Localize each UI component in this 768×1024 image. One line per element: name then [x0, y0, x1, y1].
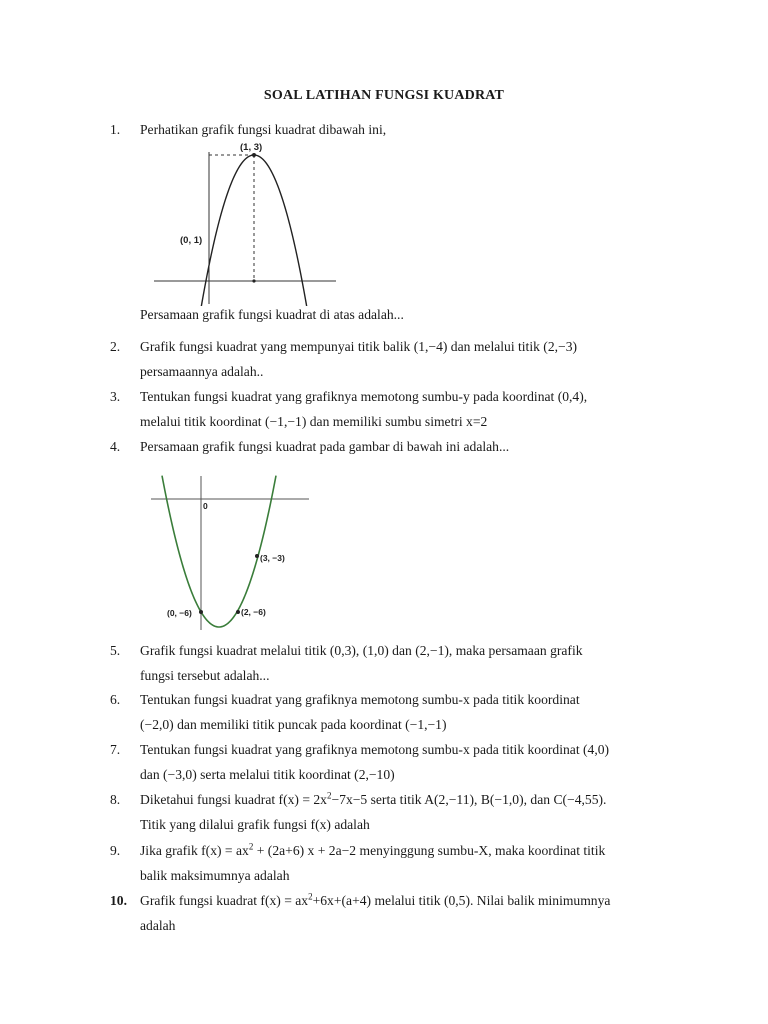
- y-intercept-label: (0, 1): [180, 235, 203, 246]
- question-number: 5.: [110, 643, 121, 658]
- question-number: 6.: [110, 692, 121, 707]
- question-text-line-1: Tentukan fungsi kuadrat yang grafiknya memotong sumbu-x pada titik koordinat (4,0): [140, 742, 610, 757]
- point-label-2-neg6: (2, −6): [241, 607, 266, 617]
- question-text: Perhatikan grafik fungsi kuadrat dibawah ini,: [140, 122, 387, 137]
- question-text-line-2: persamaannya adalah..: [140, 364, 264, 379]
- question-number: 10.: [110, 893, 127, 908]
- page-title: SOAL LATIHAN FUNGSI KUADRAT: [263, 88, 505, 103]
- vertex-label: (1, 3): [240, 142, 263, 153]
- text-segment: −7x−5 serta titik A(2,−11), B(−1,0), dan C(−4,55).: [331, 792, 607, 807]
- text-segment: Jika grafik f(x) = ax: [140, 843, 249, 858]
- question-number: 2.: [110, 339, 121, 354]
- question-7: [110, 737, 675, 787]
- question-8: [110, 787, 675, 837]
- point-3-neg3: [255, 554, 259, 558]
- point-label-0-neg6: (0, −6): [167, 608, 192, 618]
- question-text-line-2: (−2,0) dan memiliki titik puncak pada koordinat (−1,−1): [140, 717, 447, 732]
- vertex-point: [252, 153, 256, 157]
- question-text-line-2: fungsi tersebut adalah...: [140, 668, 270, 683]
- question-number: 3.: [110, 389, 121, 404]
- question-text: Persamaan grafik fungsi kuadrat pada gambar di bawah ini adalah...: [140, 439, 510, 454]
- text-segment: Grafik fungsi kuadrat f(x) = ax: [140, 893, 309, 908]
- question-3: [110, 384, 675, 434]
- question-2: [110, 334, 675, 384]
- parabola-curve: [162, 476, 276, 627]
- point-label-3-neg3: (3, −3): [260, 553, 285, 563]
- x-tick-point: [252, 279, 255, 282]
- question-6: [110, 687, 675, 737]
- question-5: [110, 638, 675, 688]
- point-2-neg6: [236, 610, 240, 614]
- point-0-neg6: [199, 610, 203, 614]
- question-text-line-1: [140, 787, 675, 812]
- text-segment: + (2a+6) x + 2a−2 menyinggung sumbu-X, maka koordinat titik: [253, 843, 606, 858]
- text-segment: Diketahui fungsi kuadrat f(x) = 2x: [140, 792, 327, 807]
- question-text-line-2: dan (−3,0) serta melalui titik koordinat (2,−10): [140, 767, 395, 782]
- exponent: 2: [248, 841, 254, 852]
- origin-label: 0: [203, 501, 208, 511]
- question-1-prompt: [110, 302, 675, 327]
- question-text: Persamaan grafik fungsi kuadrat di atas adalah...: [140, 307, 404, 322]
- question-text-line-1: [140, 888, 675, 913]
- question-number: 7.: [110, 742, 121, 757]
- question-number: 4.: [110, 439, 121, 454]
- question-number: 8.: [110, 792, 121, 807]
- question-text-line-2: Titik yang dilalui grafik fungsi f(x) adalah: [140, 817, 370, 832]
- graph-1: [150, 138, 340, 306]
- question-9: [110, 838, 675, 888]
- question-text-line-2: balik maksimumnya adalah: [140, 868, 290, 883]
- question-text-line-2: melalui titik koordinat (−1,−1) dan memiliki sumbu simetri x=2: [140, 414, 488, 429]
- question-text-line-1: Tentukan fungsi kuadrat yang grafiknya memotong sumbu-y pada koordinat (0,4),: [140, 389, 588, 404]
- question-text-line-2: adalah: [140, 918, 176, 933]
- question-number: 9.: [110, 843, 121, 858]
- parabola-curve: [194, 155, 314, 306]
- question-text-line-1: [140, 838, 675, 863]
- graph-4: [145, 470, 315, 635]
- question-10: [110, 888, 675, 938]
- question-text-line-1: Grafik fungsi kuadrat yang mempunyai titik balik (1,−4) dan melalui titik (2,−3): [140, 339, 578, 354]
- question-text-line-1: Tentukan fungsi kuadrat yang grafiknya memotong sumbu-x pada titik koordinat: [140, 692, 580, 707]
- question-number: 1.: [110, 122, 121, 137]
- question-4: [110, 434, 675, 459]
- exponent: 2: [308, 891, 313, 902]
- question-text-line-1: Grafik fungsi kuadrat melalui titik (0,3), (1,0) dan (2,−1), maka persamaan grafik: [140, 643, 583, 658]
- text-segment: +6x+(a+4) melalui titik (0,5). Nilai balik minimumnya: [312, 893, 611, 908]
- exponent: 2: [326, 790, 332, 801]
